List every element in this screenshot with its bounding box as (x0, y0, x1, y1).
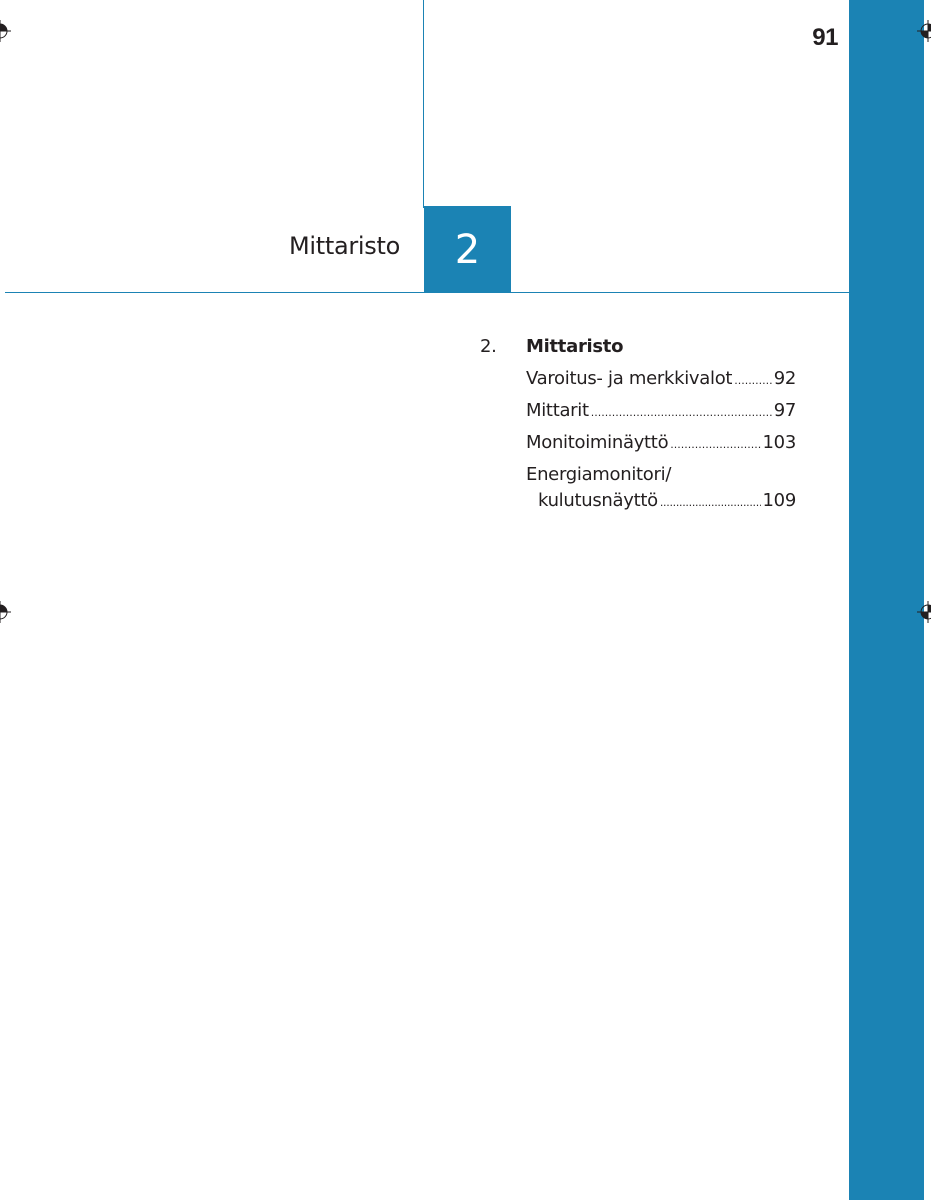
toc-entry-page: 92 (773, 368, 796, 389)
registration-mark-icon (917, 20, 931, 42)
toc-entry-line2 (526, 490, 796, 511)
toc-entry-title: Varoitus- ja merkkivalot (526, 368, 733, 389)
toc-entry-title-continued: kulutusnäyttö (538, 490, 658, 511)
toc-entry-title: Energiamonitori/ (526, 464, 672, 485)
toc-leader-dots (591, 406, 772, 419)
registration-mark-icon (0, 601, 11, 623)
toc-heading-title: Mittaristo (526, 336, 624, 357)
page-number: 91 (812, 24, 838, 51)
toc-entry-title: Mittarit (526, 400, 589, 421)
toc-entry[interactable] (526, 432, 796, 464)
vertical-rule (423, 0, 424, 208)
toc-entry-page: 103 (762, 432, 796, 453)
chapter-title: Mittaristo (288, 232, 400, 260)
toc-entry[interactable] (526, 464, 796, 522)
registration-mark-icon (0, 20, 11, 42)
chapter-number: 2 (454, 226, 481, 273)
toc-leader-dots (734, 374, 771, 387)
table-of-contents (480, 336, 796, 522)
registration-mark-icon (917, 601, 931, 623)
toc-leader-dots (660, 496, 761, 509)
toc-entry-page: 109 (762, 490, 796, 511)
toc-entry[interactable] (526, 400, 796, 432)
toc-heading (480, 336, 796, 360)
toc-heading-number: 2. (480, 336, 497, 357)
toc-entry-title: Monitoiminäyttö (526, 432, 669, 453)
toc-entries (526, 368, 796, 522)
chapter-number-box (424, 206, 511, 293)
toc-entry-page: 97 (773, 400, 796, 421)
toc-entry[interactable] (526, 368, 796, 400)
toc-leader-dots (670, 438, 760, 451)
chapter-side-tab (849, 0, 924, 1200)
